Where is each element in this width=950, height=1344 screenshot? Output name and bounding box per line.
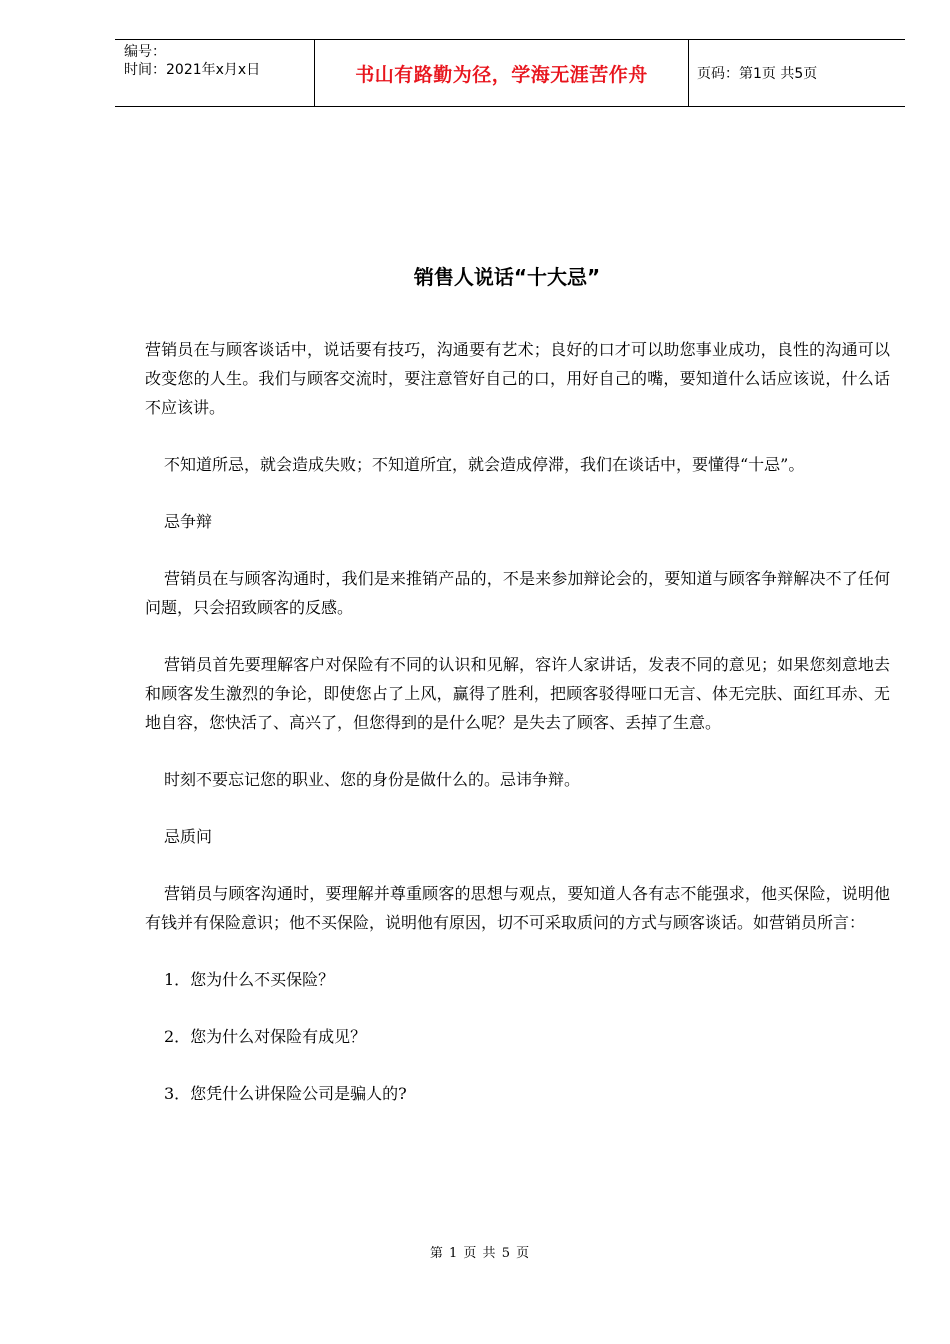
document-body [145, 335, 890, 1136]
page-footer: 第 1 页 共 5 页 [429, 1246, 531, 1261]
list-item: 1．您为什么不买保险？ [164, 970, 335, 989]
paragraph: 时刻不要忘记您的职业、您的身份是做什么的。忌讳争辩。 [164, 770, 581, 789]
serial-label: 编号： [124, 44, 166, 60]
header-table [115, 39, 905, 107]
section-heading: 忌质问 [164, 827, 213, 846]
list-item: 3．您凭什么讲保险公司是骗人的? [164, 1084, 407, 1103]
list-item: 2．您为什么对保险有成见？ [164, 1027, 367, 1046]
header-page-info [689, 40, 905, 106]
section-heading: 忌争辩 [164, 512, 213, 531]
paragraph: 营销员在与顾客谈话中，说话要有技巧，沟通要有艺术；良好的口才可以助您事业成功，良性的沟通可以改变您的人生。我们与顾客交流时，要注意管好自己的口，用好自己的嘴，要知道什么话应该说，什么话不应该讲。 [145, 340, 890, 417]
header-meta [115, 40, 315, 106]
header-motto [315, 40, 689, 106]
paragraph: 营销员在与顾客沟通时，我们是来推销产品的，不是来参加辩论会的，要知道与顾客争辩解决不了任何问题，只会招致顾客的反感。 [145, 569, 890, 617]
document-title: 销售人说话“十大忌” [413, 265, 601, 289]
paragraph: 营销员首先要理解客户对保险有不同的认识和见解，容许人家讲话，发表不同的意见；如果您刻意地去和顾客发生激烈的争论，即使您占了上风，赢得了胜利，把顾客驳得哑口无言、体无完肤、面红耳赤、无地自容，您快活了、高兴了，但您得到的是什么呢？是失去了顾客、丢掉了生意。 [145, 655, 890, 732]
page-info-text: 页码：第1页 共5页 [697, 66, 818, 82]
motto-text: 书山有路勤为径，学海无涯苦作舟 [355, 63, 648, 86]
paragraph: 营销员与顾客沟通时，要理解并尊重顾客的思想与观点，要知道人各有志不能强求，他买保险，说明他有钱并有保险意识；他不买保险，说明他有原因，切不可采取质问的方式与顾客谈话。如营销员所言： [145, 884, 890, 932]
paragraph: 不知道所忌，就会造成失败；不知道所宜，就会造成停滞，我们在谈话中，要懂得“十忌”。 [164, 455, 805, 474]
date-label: 时间：2021年x月x日 [124, 62, 261, 78]
